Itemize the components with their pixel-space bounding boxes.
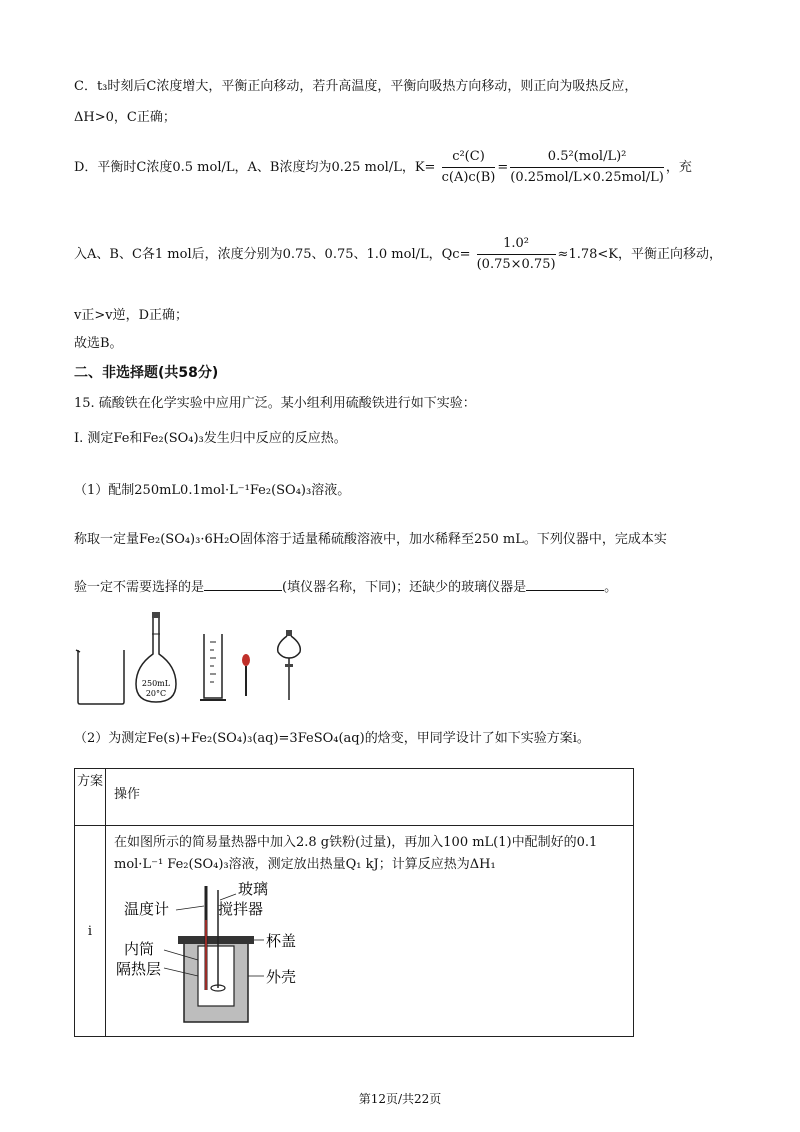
row-text-line1: 在如图所示的简易量热器中加入2.8 g铁粉(过量)，再加入100 mL(1)中配制好的0.1	[114, 835, 598, 850]
k-value-denominator: (0.25mol/L×0.25mol/L)	[510, 170, 664, 185]
table-header-row	[75, 769, 634, 826]
flask-label-volume: 250mL	[141, 679, 171, 688]
page-footer: 第12页/共22页	[358, 1092, 442, 1106]
q15-intro: 15. 硫酸铁在化学实验中应用广泛。某小组利用硫酸铁进行如下实验：	[74, 396, 476, 411]
q15-sub1-b-mid: (填仪器名称，下同)；还缺少的玻璃仪器是	[282, 580, 527, 595]
text-c-line2: ΔH>0，C正确；	[74, 110, 176, 125]
text-e-line	[74, 235, 722, 274]
text-g: 故选B。	[74, 336, 123, 351]
answer-blank-2[interactable]	[526, 578, 604, 591]
dropper-icon	[242, 654, 250, 696]
q15-sub2: （2）为测定Fe(s)+Fe₂(SO₄)₃(aq)=3FeSO₄(aq)的焓变，甲同学设计了如下实验方案i。	[74, 731, 590, 746]
q15-sub1: （1）配制250mL0.1mol·L⁻¹Fe₂(SO₄)₃溶液。	[74, 483, 351, 498]
beaker-icon	[76, 650, 124, 704]
table-header-operation: 操作	[106, 769, 634, 826]
text-d-line: D．平衡时C浓度0.5 mol/L，A、B浓度均为0.25 mol/L，K= $\frac{\text{c²(C)}}{c(A)c(B)}$ = $\frac{\text{0.5²(mol/L)²}}{\text{(0.25mol/L×0.25mol/L)}}$ ，充	[74, 149, 692, 185]
graduated-cylinder-icon	[200, 634, 226, 700]
separatory-funnel-icon	[278, 630, 301, 700]
q15-sub1-a: 称取一定量Fe₂(SO₄)₃·6H₂O固体溶于适量稀硫酸溶液中，加水稀释至250 mL。下列仪器中，完成本实	[74, 532, 667, 547]
apparatus-figure	[70, 608, 310, 708]
table-row-content	[106, 826, 634, 1037]
label-insulation: 隔热层	[116, 960, 162, 978]
text-e-post: ≈1.78<K，平衡正向移动，	[557, 247, 722, 262]
label-thermometer: 温度计	[124, 900, 170, 918]
volumetric-flask-icon	[136, 612, 176, 702]
label-inner-cylinder: 内筒	[124, 940, 155, 958]
k-fraction	[442, 148, 496, 187]
k-denominator: c(A)c(B)	[441, 170, 496, 185]
section-heading: 二、非选择题(共58分)	[74, 365, 219, 381]
label-stirrer-1: 玻璃	[238, 880, 269, 898]
text-f: v正>v逆，D正确；	[74, 308, 189, 323]
table-header-scheme: 方案	[75, 769, 106, 826]
q15-sub1-b-post: 。	[604, 580, 618, 595]
text-e-pre: 入A、B、C各1 mol后，浓度分别为0.75、0.75、1.0 mol/L，Qc=	[74, 247, 471, 262]
inner-cylinder-icon	[198, 946, 234, 1006]
table-row-id: i	[75, 826, 106, 1037]
label-lid: 杯盖	[266, 932, 297, 950]
experiment-table	[74, 768, 634, 1037]
row-text-line2: mol·L⁻¹ Fe₂(SO₄)₃溶液，测定放出热量Q₁ kJ；计算反应热为ΔH₁	[114, 857, 496, 872]
text-d-pre: D．平衡时C浓度0.5 mol/L，A、B浓度均为0.25 mol/L，K=	[74, 160, 436, 175]
flask-label-temp: 20°C	[145, 689, 167, 698]
text-d-post: ，充	[665, 160, 692, 175]
qc-fraction	[477, 235, 556, 274]
qc-numerator: 1.0²	[477, 235, 556, 255]
k-numerator: c²(C)	[442, 148, 496, 168]
label-shell: 外壳	[266, 968, 297, 986]
qc-denominator: (0.75×0.75)	[476, 257, 556, 272]
k-value-fraction	[510, 148, 664, 187]
q15-part-i: I. 测定Fe和Fe₂(SO₄)₃发生归中反应的反应热。	[74, 431, 347, 446]
label-stirrer-2: 搅拌器	[218, 900, 264, 918]
calorimeter-figure	[114, 880, 374, 1030]
k-value-numerator: 0.5²(mol/L)²	[510, 148, 664, 168]
text-c-line1: C．t₃时刻后C浓度增大，平衡正向移动，若升高温度，平衡向吸热方向移动，则正向为吸热反应，	[74, 79, 638, 94]
answer-blank-1[interactable]	[204, 578, 282, 591]
lid-icon	[178, 936, 254, 944]
q15-sub1-b-pre: 验一定不需要选择的是	[74, 580, 205, 595]
q15-sub1-b	[74, 578, 617, 597]
table-row	[75, 826, 634, 1037]
